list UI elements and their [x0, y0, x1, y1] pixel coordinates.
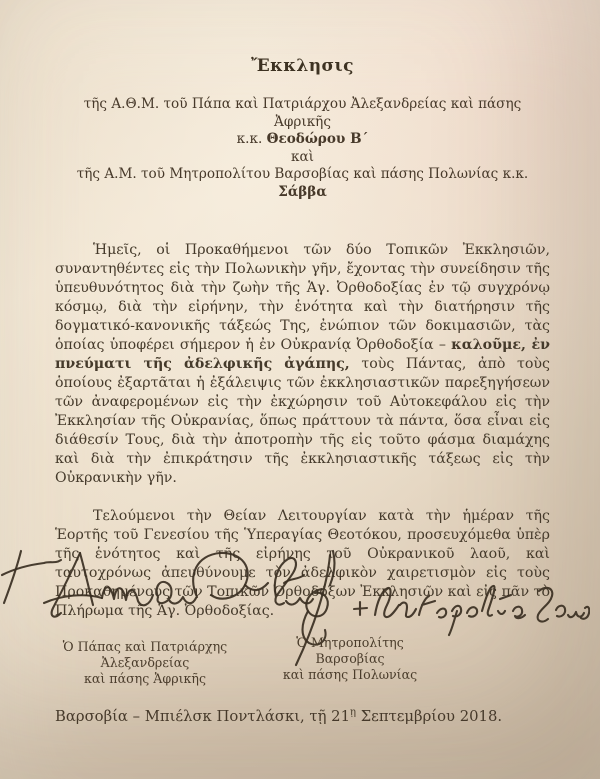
dateline-suffix: Σεπτεμβρίου 2018.	[356, 708, 503, 725]
theodoros-caption-line1: Ὁ Πάπας καὶ Πατριάρχης Ἀλεξανδρείας	[62, 639, 228, 670]
sawa-caption-line1: Ὁ Μητροπολίτης Βαρσοβίας	[296, 635, 404, 666]
header-kk-prefix: κ.κ.	[236, 131, 267, 147]
signatures-section	[0, 543, 600, 686]
metropolitan-title-prefix: τῆς Α.Μ. τοῦ Μητροπολίτου Βαρσοβίας καὶ πάσης Πολωνίας κ.κ.	[76, 166, 529, 182]
header-line-patriarch-title: τῆς Α.Θ.Μ. τοῦ Πάπα καὶ Πατριάρχου Ἀλεξανδρείας καὶ πάσης Ἀφρικῆς	[83, 96, 522, 130]
sawa-signature	[340, 575, 590, 637]
header-line-kai: καὶ	[290, 148, 314, 165]
paragraph-1-text-end: τοὺς Πάντας, ἀπὸ τοὺς ὁποίους ἐξαρτᾶται ἡ ἐξάλειψις τῶν ἐκκλησιαστικῶν παρεξηγήσεων τῶν ἀναφερομένων εἰς τὴν ἐκχώρησιν τοῦ Αὐτοκεφάλου εἰς τὴν Ἐκκλησίαν τῆς Οὐκρανίας, ὅπως πράττουν τὰ πάντα, ὅσα εἶναι εἰς διάθεσίν Τους, διὰ τὴν ἀποτροπὴν τῆς εἰς τοῦτο φάσμα διαμάχης καὶ διὰ τὴν ἐπικράτησιν τῆς ἐκκλησιαστικῆς τάξεως εἰς τὴν Οὐκρανικὴν γῆν.	[55, 356, 551, 486]
dateline	[55, 708, 502, 725]
document-header	[55, 96, 550, 201]
header-line-patriarch-name	[55, 131, 550, 149]
dateline-ordinal-superscript: ῃ	[350, 707, 357, 719]
dateline-text: Βαρσοβία – Μπιέλσκ Ποντλάσκι, τῇ 21	[55, 708, 351, 725]
paragraph-1	[55, 241, 550, 488]
sawa-caption	[270, 635, 430, 683]
paragraph-1-bold-call: καλοῦμε, ἐν πνεύματι τῆς ἀδελφικῆς ἀγάπης,	[55, 337, 550, 372]
theodoros-caption-line2: καὶ πάσης Ἀφρικῆς	[83, 671, 207, 686]
paragraph-2: Τελούμενοι τὴν Θείαν Λειτουργίαν κατὰ τὴν ἡμέραν τῆς Ἑορτῆς τοῦ Γενεσίου τῆς Ὑπεραγίας Θεοτόκου, προσευχόμεθα ὑπὲρ τῆς ἑνότητος καὶ τῆς εἰρήνης τοῦ Οὐκρανικοῦ λαοῦ, καὶ ταυτοχρόνως ἀπευθύνουμε τὸν ἀδελφικὸν χαιρετισμὸν εἰς τοὺς Προκαθημένους τῶν Τοπικῶν Ὀρθοδόξων Ἐκκλησιῶν καὶ εἰς πᾶν τὸ Πλήρωμα τῆς Ἁγ. Ὀρθοδοξίας.	[55, 508, 550, 619]
theodoros-caption	[45, 639, 245, 687]
header-line-metropolitan	[55, 166, 550, 201]
paragraph-1-text-start: Ἡμεῖς, οἱ Προκαθήμενοι τῶν δύο Τοπικῶν Ἐκκλησιῶν, συναντηθέντες εἰς τὴν Πολωνικὴν γῆν, ἔχοντας τὴν συνείδησιν τῆς ὑπευθυνότητος διὰ τὴν ζωὴν τῆς Ἁγ. Ὀρθοδοξίας ἐν τῷ συγχρόνῳ κόσμῳ, διὰ τὴν εἰρήνην, τὴν ἑνότητα καὶ τὴν διατήρησιν τῆς δογματικό-κανονικῆς τάξεώς Της, ἐνώπιον τῶν δοκιμασιῶν, τὰς ὁποίας ὑποφέρει σήμερον ἡ ἐν Οὐκρανίᾳ Ὀρθοδοξία –	[55, 242, 550, 353]
document-title: Ἔκκλησις	[251, 56, 354, 76]
patriarch-name: Θεοδώρου Β΄	[266, 131, 369, 147]
metropolitan-name: Σάββα	[278, 183, 327, 200]
sawa-caption-line2: καὶ πάσης Πολωνίας	[282, 667, 418, 682]
